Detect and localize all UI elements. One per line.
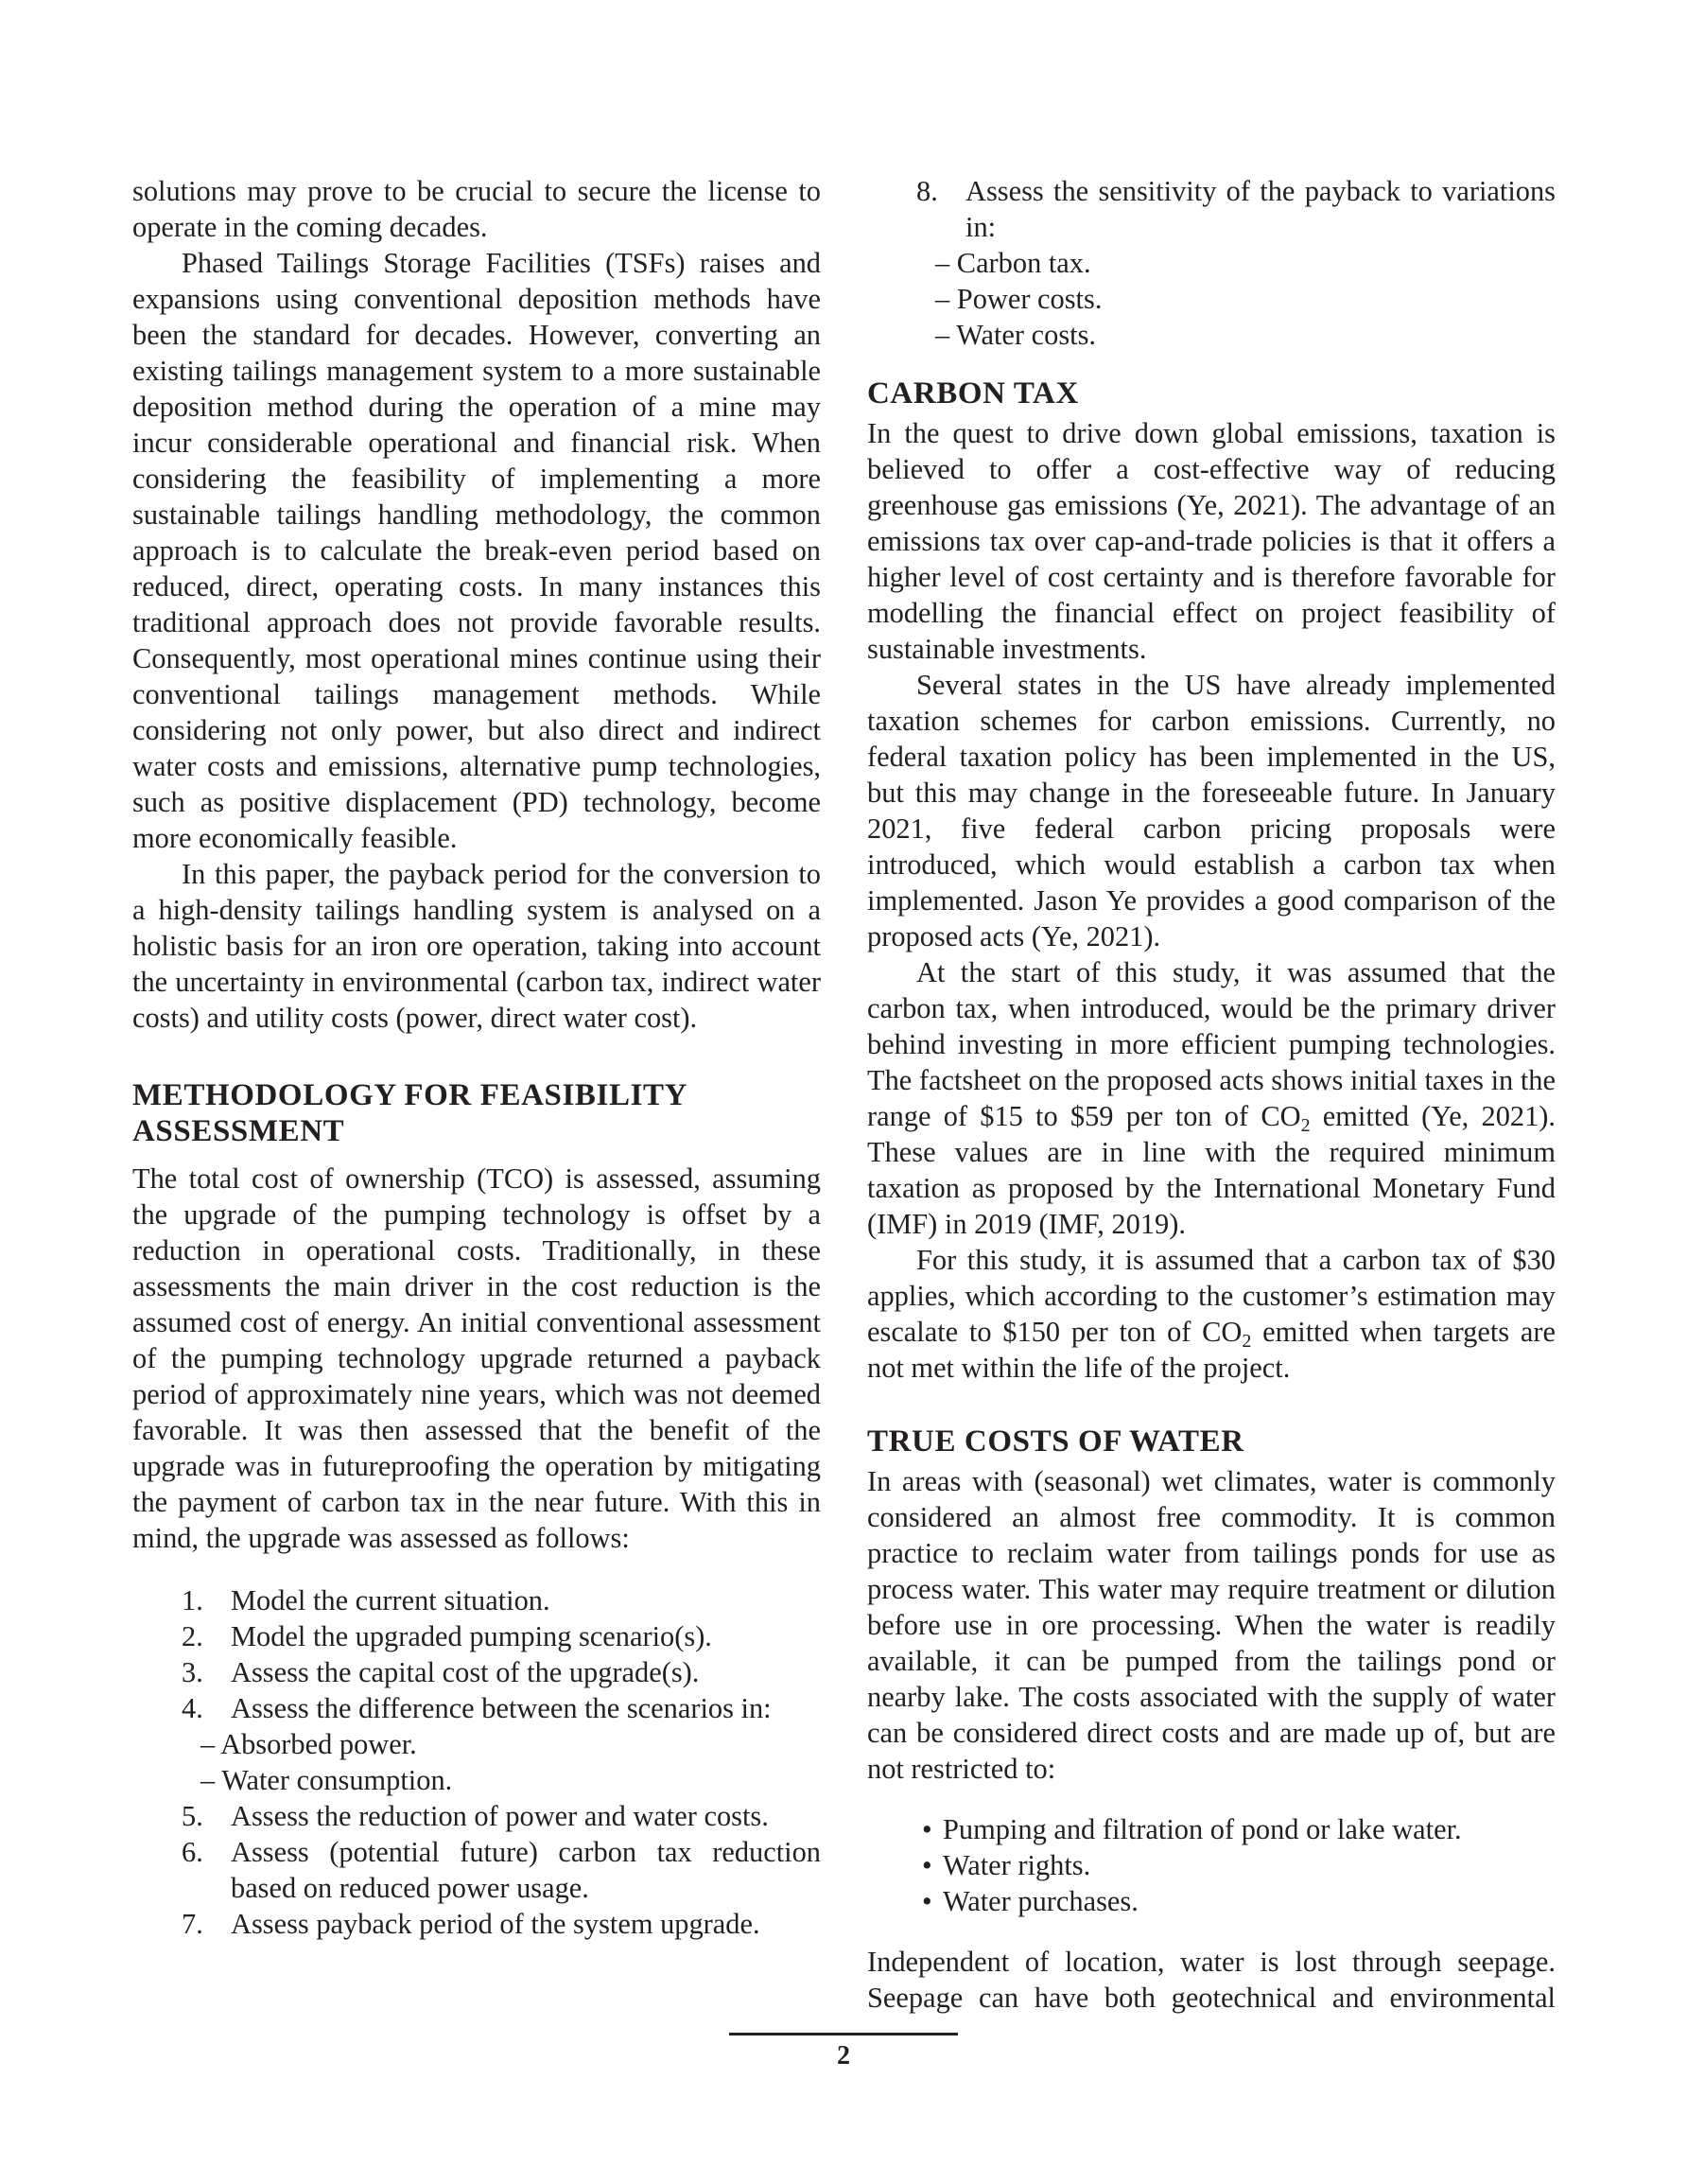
- sub-item: – Water consumption.: [200, 1764, 453, 1796]
- paragraph-study-assumption: At the start of this study, it was assumed that the carbon tax, when introduced, would be the primary driver behind investing in more efficient pumping technologies. The factsheet on the proposed acts shows initial taxes in the range of $15 to $59 per ton of $CO_2$ emitted (Ye, 2021). These values are in line with the required minimum taxation as proposed by the International Monetary Fund (IMF) in 2019 (IMF, 2019).: [867, 956, 1556, 1240]
- list-item: 7. Assess payback period of the system upgrade.: [182, 1908, 760, 1940]
- left-column: [132, 173, 821, 1942]
- assessment-steps-list-end: [867, 173, 1556, 245]
- right-column: [867, 173, 1556, 2016]
- list-item: 3. Assess the capital cost of the upgrade(s).: [182, 1656, 700, 1688]
- list-item: 8. Assess the sensitivity of the payback to variations in:: [916, 175, 1556, 243]
- heading-true-costs-of-water: TRUE COSTS OF WATER: [867, 1424, 1244, 1459]
- sub-item: – Power costs.: [935, 283, 1103, 315]
- assessment-steps-list-continued: [132, 1798, 821, 1942]
- sub-item: – Absorbed power.: [200, 1728, 417, 1760]
- sub-item: – Carbon tax.: [935, 247, 1091, 279]
- paragraph-wet-climates: In areas with (seasonal) wet climates, water is commonly considered an almost free commodity. It is common practice to reclaim water from tailings ponds for use as process water. This water may require treatment or dilution before use in ore processing. When the water is readily available, it can be pumped from the tailings pond or nearby lake. The costs associated with the supply of water can be considered direct costs and are made up of, but are not restricted to:: [867, 1465, 1556, 1785]
- list-item: 4. Assess the difference between the scenarios in:: [182, 1692, 772, 1724]
- direct-costs-list: [867, 1811, 1556, 1919]
- list-item: 2. Model the upgraded pumping scenario(s).: [182, 1620, 712, 1652]
- footer-rule: [729, 2033, 958, 2035]
- list-item: 5. Assess the reduction of power and water costs.: [182, 1800, 769, 1832]
- paragraph-payback-analysis: In this paper, the payback period for the conversion to a high-density tailings handling system is analysed on a holistic basis for an iron ore operation, taking into account the uncertainty in environmental (carbon tax, indirect water costs) and utility costs (power, direct water cost).: [132, 858, 821, 1034]
- heading-methodology: METHODOLOGY FOR FEASIBILITY ASSESSMENT: [132, 1078, 687, 1148]
- list-item: 1. Model the current situation.: [182, 1584, 550, 1616]
- paragraph-tco: The total cost of ownership (TCO) is assessed, assuming the upgrade of the pumping technology is offset by a reduction in operational costs. Traditionally, in these assessments the main driver in the cost reduction is the assumed cost of energy. An initial conventional assessment of the pumping technology upgrade returned a payback period of approximately nine years, which was not deemed favorable. It was then assessed that the benefit of the upgrade was in futureproofing the operation by mitigating the payment of carbon tax in the near future. With this in mind, the upgrade was assessed as follows:: [132, 1162, 821, 1554]
- page-number: 2: [837, 2041, 850, 2070]
- paragraph-carbon-tax-value: For this study, it is assumed that a carbon tax of $30 applies, which according to the customer’s estimation may escalate to $150 per ton of $CO_2$ emitted when targets are not met within the life of the project.: [867, 1244, 1556, 1384]
- sub-item: – Water costs.: [935, 319, 1097, 351]
- list-item: • Water purchases.: [922, 1885, 1139, 1917]
- assessment-steps-list: [132, 1582, 821, 1726]
- paragraph-intro-continued: solutions may prove to be crucial to secure the license to operate in the coming decades.: [132, 175, 821, 243]
- paragraph-emissions-tax: In the quest to drive down global emissions, taxation is believed to offer a cost-effective way of reducing greenhouse gas emissions (Ye, 2021). The advantage of an emissions tax over cap-and-trade policies is that it offers a higher level of cost certainty and is therefore favorable for modelling the financial effect on project feasibility of sustainable investments.: [867, 417, 1556, 665]
- paragraph-phased-tsf: Phased Tailings Storage Facilities (TSFs) raises and expansions using conventional deposition methods have been the standard for decades. However, converting an existing tailings management system to a more sustainable deposition method during the operation of a mine may incur considerable operational and financial risk. When considering the feasibility of implementing a more sustainable tailings handling methodology, the common approach is to calculate the break-even period based on reduced, direct, operating costs. In many instances this traditional approach does not provide favorable results. Consequently, most operational mines continue using their conventional tailings management methods. While considering not only power, but also direct and indirect water costs and emissions, alternative pump technologies, such as positive displacement (PD) technology, become more economically feasible.: [132, 247, 821, 854]
- paragraph-seepage: Independent of location, water is lost through seepage. Seepage can have both geotechnical and environmental: [867, 1946, 1556, 2014]
- list-item: • Pumping and filtration of pond or lake water.: [922, 1813, 1462, 1845]
- paragraph-us-states: Several states in the US have already implemented taxation schemes for carbon emissions. Currently, no federal taxation policy has been implemented in the US, but this may change in the foreseeable future. In January 2021, five federal carbon pricing proposals were introduced, which would establish a carbon tax when implemented. Jason Ye provides a good comparison of the proposed acts (Ye, 2021).: [867, 669, 1556, 952]
- list-item: 6. Assess (potential future) carbon tax reduction based on reduced power usage.: [182, 1836, 821, 1904]
- list-item: • Water rights.: [922, 1849, 1091, 1881]
- heading-carbon-tax: CARBON TAX: [867, 376, 1079, 411]
